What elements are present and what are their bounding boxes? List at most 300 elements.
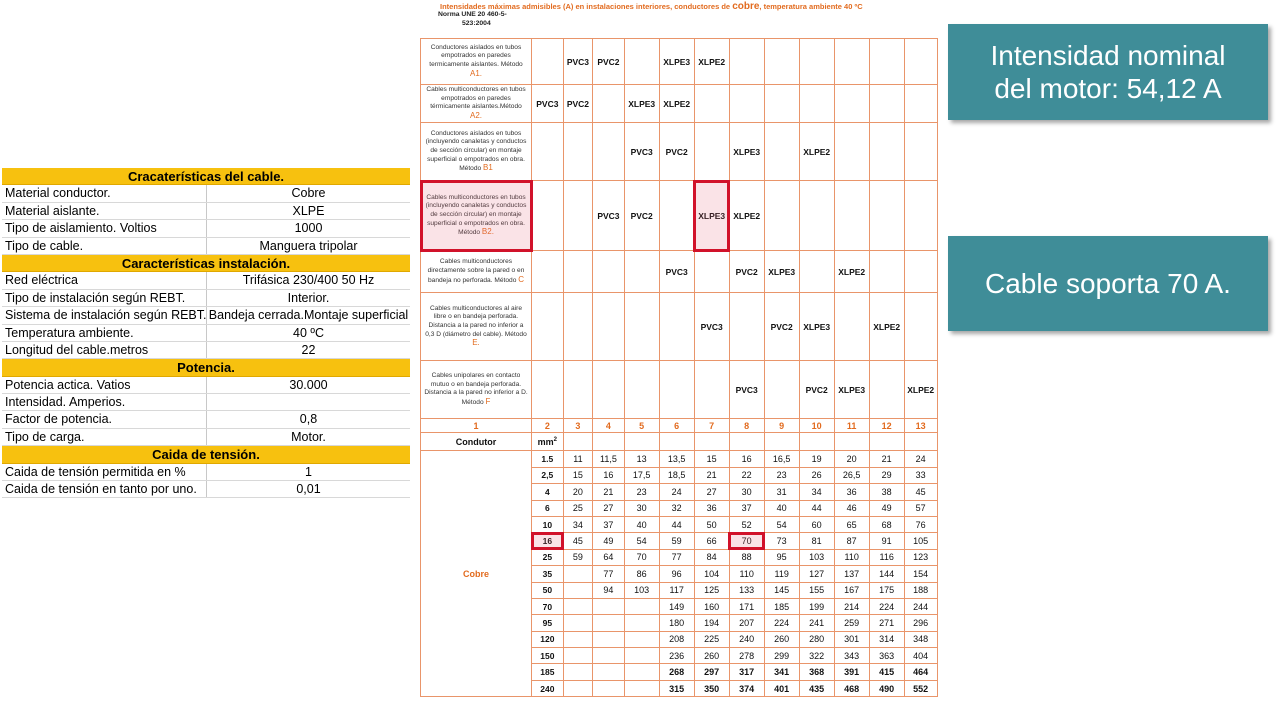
method-text: Conductores aislados en tubos (incluyendo canaletas y conductos de sección circular) en montaje superficial o empotrados en obra. Método [425,129,527,173]
insulation-cell: PVC2 [659,123,694,181]
ampacity-value: 52 [729,516,764,532]
insulation-cell: PVC2 [593,39,625,85]
property-value: 1000 [294,221,323,236]
ampacity-value: 137 [834,566,869,582]
insulation-cell [659,293,694,361]
property-label: Caida de tensión en tanto por uno. [2,481,207,497]
ampacity-value: 350 [694,680,729,696]
header-empty [593,433,625,451]
insulation-cell [532,39,564,85]
section-mm2: 240 [532,680,564,696]
ampacity-value [593,680,625,696]
property-value: Trifásica 230/400 50 Hz [242,273,375,288]
ampacity-value: 322 [799,648,834,664]
insulation-cell [624,293,659,361]
insulation-cell [834,123,869,181]
insulation-cell: XLPE3 [659,39,694,85]
ampacity-value: 33 [904,467,937,483]
property-value: Motor. [291,429,326,444]
ampacity-value: 317 [729,664,764,680]
section-mm2: 25 [532,549,564,565]
ampacity-value: 185 [764,598,799,614]
ampacity-value: 103 [799,549,834,565]
ampacity-value: 66 [694,533,729,549]
method-text: Cables unipolares en contacto mutuo o en bandeja perforada. Distancia a la pared no inferior a D. Método [424,372,528,406]
ampacity-value: 149 [659,598,694,614]
header-empty [869,433,904,451]
header-empty [764,433,799,451]
property-row [2,411,410,428]
ampacity-value: 13,5 [659,451,694,467]
ampacity-value: 22 [729,467,764,483]
ampacity-value: 95 [764,549,799,565]
ampacity-value: 278 [729,648,764,664]
table-title-cobre: cobre [732,1,760,12]
insulation-cell: PVC3 [694,293,729,361]
ampacity-value: 84 [694,549,729,565]
ampacity-value: 32 [659,500,694,516]
ampacity-value: 30 [624,500,659,516]
method-description [421,251,532,293]
ampacity-value: 314 [869,631,904,647]
method-description [421,181,532,251]
section-mm2: 95 [532,615,564,631]
property-row [2,290,410,307]
ampacity-value: 27 [593,500,625,516]
insulation-cell [799,251,834,293]
ampacity-value: 23 [764,467,799,483]
method-code: B1 [483,163,493,173]
ampacity-value: 19 [799,451,834,467]
ampacity-value [563,648,593,664]
ampacity-value: 160 [694,598,729,614]
ampacity-value: 180 [659,615,694,631]
ampacity-value: 11,5 [593,451,625,467]
ampacity-value [624,664,659,680]
ampacity-value: 59 [563,549,593,565]
insulation-cell: PVC3 [563,39,593,85]
ampacity-table-panel [420,1,938,694]
insulation-cell [904,39,937,85]
ampacity-value: 214 [834,598,869,614]
insulation-cell [593,123,625,181]
ampacity-value [593,664,625,680]
section-mm2: 16 [532,533,564,549]
ampacity-value: 27 [694,484,729,500]
ampacity-value: 171 [729,598,764,614]
section-heading: Cracaterísticas del cable. [2,168,410,185]
ampacity-value: 194 [694,615,729,631]
ampacity-value: 341 [764,664,799,680]
property-label: Red eléctrica [2,272,207,288]
insulation-cell: PVC2 [799,361,834,419]
header-row [421,433,938,451]
insulation-cell [593,361,625,419]
ampacity-value: 59 [659,533,694,549]
column-number: 2 [532,419,564,433]
ampacity-value: 38 [869,484,904,500]
method-code: A2. [469,110,482,120]
ampacity-value: 49 [593,533,625,549]
insulation-cell: PVC3 [624,123,659,181]
ampacity-value: 155 [799,582,834,598]
ampacity-value: 20 [563,484,593,500]
insulation-cell [764,39,799,85]
ampacity-value: 207 [729,615,764,631]
property-row [2,394,410,411]
section-mm2: 120 [532,631,564,647]
ampacity-value: 348 [904,631,937,647]
ampacity-value: 34 [799,484,834,500]
ampacity-value: 240 [729,631,764,647]
insulation-cell [659,181,694,251]
property-value: 30.000 [289,377,328,392]
insulation-cell: PVC3 [593,181,625,251]
ampacity-value: 24 [659,484,694,500]
ampacity-value: 91 [869,533,904,549]
property-label: Factor de potencia. [2,411,207,427]
property-row [2,429,410,446]
column-number: 13 [904,419,937,433]
method-row [421,361,938,419]
ampacity-value: 188 [904,582,937,598]
insulation-cell [764,181,799,251]
property-value: Interior. [287,290,330,305]
ampacity-value: 76 [904,516,937,532]
property-value: 1 [305,464,312,479]
ampacity-value: 297 [694,664,729,680]
column-number: 5 [624,419,659,433]
insulation-cell [593,293,625,361]
insulation-cell: PVC2 [563,85,593,123]
ampacity-value: 26 [799,467,834,483]
ampacity-value: 260 [764,631,799,647]
section-mm2: 70 [532,598,564,614]
method-description [421,123,532,181]
column-number: 6 [659,419,694,433]
insulation-cell: XLPE3 [764,251,799,293]
insulation-cell [593,251,625,293]
ampacity-value: 11 [563,451,593,467]
ampacity-value: 13 [624,451,659,467]
property-label: Intensidad. Amperios. [2,394,207,410]
column-number: 8 [729,419,764,433]
ampacity-value: 24 [904,451,937,467]
method-text: Cables multiconductores directamente sobre la pared o en bandeja no perforada. Método [427,258,525,284]
insulation-cell [563,361,593,419]
ampacity-value: 552 [904,680,937,696]
ampacity-value: 68 [869,516,904,532]
method-text: Cables multiconductores en tubos empotrados en paredes térmicamente aislantes.Método [426,86,526,111]
property-label: Tipo de cable. [2,238,207,254]
ampacity-value [563,615,593,631]
header-conductor: Condutor [421,433,532,451]
header-empty [694,433,729,451]
ampacity-value: 268 [659,664,694,680]
property-value: 0,01 [296,482,321,497]
property-value: 0,8 [299,412,318,427]
method-description [421,39,532,85]
ampacity-value: 490 [869,680,904,696]
ampacity-value [624,598,659,614]
ampacity-value: 21 [593,484,625,500]
column-number: 3 [563,419,593,433]
insulation-cell [834,293,869,361]
ampacity-value: 117 [659,582,694,598]
ampacity-value: 40 [764,500,799,516]
ampacity-value: 123 [904,549,937,565]
property-value: Manguera tripolar [259,238,358,253]
insulation-cell [694,85,729,123]
ampacity-value: 54 [624,533,659,549]
ampacity-value: 343 [834,648,869,664]
ampacity-value: 127 [799,566,834,582]
callout-cable-capacity: Cable soporta 70 A. [948,236,1268,331]
ampacity-value [563,582,593,598]
ampacity-value [593,631,625,647]
insulation-cell [532,293,564,361]
ampacity-value: 44 [799,500,834,516]
section-mm2: 6 [532,500,564,516]
ampacity-value: 199 [799,598,834,614]
ampacity-value: 154 [904,566,937,582]
section-mm2: 4 [532,484,564,500]
property-row [2,307,410,324]
section-heading: Caida de tensión. [2,446,410,463]
property-value [207,394,410,410]
ampacity-value: 271 [869,615,904,631]
ampacity-value: 70 [729,533,764,549]
insulation-cell: XLPE3 [694,181,729,251]
insulation-cell [694,361,729,419]
table-title-post: , temperatura ambiente 40 ºC [759,2,863,11]
property-row [2,464,410,481]
ampacity-value: 236 [659,648,694,664]
ampacity-value: 73 [764,533,799,549]
column-number: 10 [799,419,834,433]
insulation-cell [764,123,799,181]
column-number-row [421,419,938,433]
insulation-cell [904,85,937,123]
ampacity-value: 94 [593,582,625,598]
column-number: 1 [421,419,532,433]
ampacity-value: 21 [694,467,729,483]
insulation-cell [799,39,834,85]
ampacity-value: 25 [563,500,593,516]
insulation-cell [904,181,937,251]
section-mm2: 10 [532,516,564,532]
material-cobre: Cobre [421,451,532,697]
ampacity-value: 224 [869,598,904,614]
insulation-cell [694,123,729,181]
ampacity-value: 374 [729,680,764,696]
table-norma-year: 523:2004 [462,19,491,27]
ampacity-value: 40 [624,516,659,532]
section-mm2: 185 [532,664,564,680]
column-number: 4 [593,419,625,433]
method-row [421,123,938,181]
method-row [421,293,938,361]
insulation-cell [904,293,937,361]
property-row [2,238,410,255]
ampacity-value: 145 [764,582,799,598]
insulation-cell: XLPE3 [624,85,659,123]
header-empty [563,433,593,451]
ampacity-value: 15 [563,467,593,483]
insulation-cell [624,251,659,293]
ampacity-value: 37 [593,516,625,532]
ampacity-value: 110 [729,566,764,582]
insulation-cell [659,361,694,419]
insulation-cell [869,123,904,181]
insulation-cell [834,85,869,123]
header-empty [624,433,659,451]
section-mm2: 35 [532,566,564,582]
method-description [421,85,532,123]
ampacity-value [563,680,593,696]
ampacity-value: 65 [834,516,869,532]
method-description [421,361,532,419]
ampacity-value: 18,5 [659,467,694,483]
ampacity-value: 391 [834,664,869,680]
ampacity-value: 468 [834,680,869,696]
insulation-cell: XLPE3 [729,123,764,181]
ampacity-value: 119 [764,566,799,582]
method-text: Cables multiconductores en tubos (incluyendo canaletas y conductos de sección circular) en montaje superficial o empotrados en obra. Método [425,193,527,237]
ampacity-value: 404 [904,648,937,664]
ampacity-value: 23 [624,484,659,500]
ampacity-value: 15 [694,451,729,467]
ampacity-value: 70 [624,549,659,565]
ampacity-value: 241 [799,615,834,631]
ampacity-value: 435 [799,680,834,696]
insulation-cell [834,181,869,251]
insulation-cell [869,361,904,419]
method-text: Conductores aislados en tubos empotrados en paredes termicamente aislantes. Método [429,43,523,68]
ampacity-value: 57 [904,500,937,516]
ampacity-value: 299 [764,648,799,664]
insulation-cell: PVC3 [532,85,564,123]
insulation-cell [624,39,659,85]
insulation-cell [532,181,564,251]
ampacity-value: 244 [904,598,937,614]
ampacity-value: 45 [563,533,593,549]
header-empty [729,433,764,451]
ampacity-value: 17,5 [624,467,659,483]
method-code: E. [472,338,480,348]
insulation-cell: XLPE2 [904,361,937,419]
insulation-cell: XLPE3 [799,293,834,361]
property-value: XLPE [292,203,325,218]
ampacity-value: 144 [869,566,904,582]
ampacity-value: 110 [834,549,869,565]
method-code: C [518,274,524,284]
property-label: Sistema de instalación según REBT. [2,307,207,323]
header-empty [799,433,834,451]
property-label: Temperatura ambiente. [2,325,207,341]
insulation-cell: XLPE2 [869,293,904,361]
ampacity-value: 363 [869,648,904,664]
method-row [421,85,938,123]
ampacity-value: 64 [593,549,625,565]
ampacity-value [563,566,593,582]
ampacity-value: 401 [764,680,799,696]
method-code: A1. [469,68,482,78]
ampacity-value: 30 [729,484,764,500]
method-row [421,251,938,293]
ampacity-value: 301 [834,631,869,647]
insulation-cell [729,39,764,85]
ampacity-value: 77 [659,549,694,565]
ampacity-value: 36 [694,500,729,516]
ampacity-value: 259 [834,615,869,631]
property-label: Caida de tensión permitida en % [2,464,207,480]
insulation-cell [764,361,799,419]
ampacity-value [624,648,659,664]
ampacity-value: 21 [869,451,904,467]
insulation-cell: PVC2 [624,181,659,251]
ampacity-value: 105 [904,533,937,549]
ampacity-value: 208 [659,631,694,647]
insulation-cell: PVC3 [659,251,694,293]
property-row [2,203,410,220]
insulation-cell: XLPE2 [694,39,729,85]
table-title-pre: Intensidades máximas admisibles (A) en instalaciones interiores, conductores de [440,2,733,11]
ampacity-value: 49 [869,500,904,516]
ampacity-value [563,664,593,680]
property-label: Material conductor. [2,185,207,201]
insulation-cell [563,293,593,361]
insulation-cell: PVC2 [764,293,799,361]
table-norma: Norma UNE 20 460-5- [438,11,507,18]
section-mm2: 1.5 [532,451,564,467]
property-row [2,185,410,202]
method-row [421,39,938,85]
ampacity-value: 415 [869,664,904,680]
insulation-cell [834,39,869,85]
ampacity-value [563,598,593,614]
ampacity-value: 315 [659,680,694,696]
ampacity-table [420,38,938,697]
insulation-cell: XLPE2 [799,123,834,181]
ampacity-value: 103 [624,582,659,598]
insulation-cell [563,251,593,293]
method-code: B2. [481,227,494,237]
header-empty [659,433,694,451]
property-row [2,481,410,498]
ampacity-value: 280 [799,631,834,647]
method-text: Cables multiconductores al aire libre o en bandeja perforada. Distancia a la pared no inferior a 0,3 D (diámetro del cable). Método [425,304,527,338]
insulation-cell [869,85,904,123]
insulation-cell [532,123,564,181]
ampacity-value [624,680,659,696]
ampacity-value: 175 [869,582,904,598]
section-mm2: 150 [532,648,564,664]
insulation-cell [869,181,904,251]
ampacity-value: 44 [659,516,694,532]
ampacity-value [593,598,625,614]
column-number: 7 [694,419,729,433]
method-row [421,181,938,251]
ampacity-value [624,631,659,647]
insulation-cell: PVC3 [729,361,764,419]
header-mm2: $mm^2$ [532,433,564,451]
ampacity-value: 296 [904,615,937,631]
callout-nominal-current: Intensidad nominal del motor: 54,12 A [948,24,1268,120]
ampacity-value: 36 [834,484,869,500]
ampacity-value: 29 [869,467,904,483]
ampacity-value: 167 [834,582,869,598]
